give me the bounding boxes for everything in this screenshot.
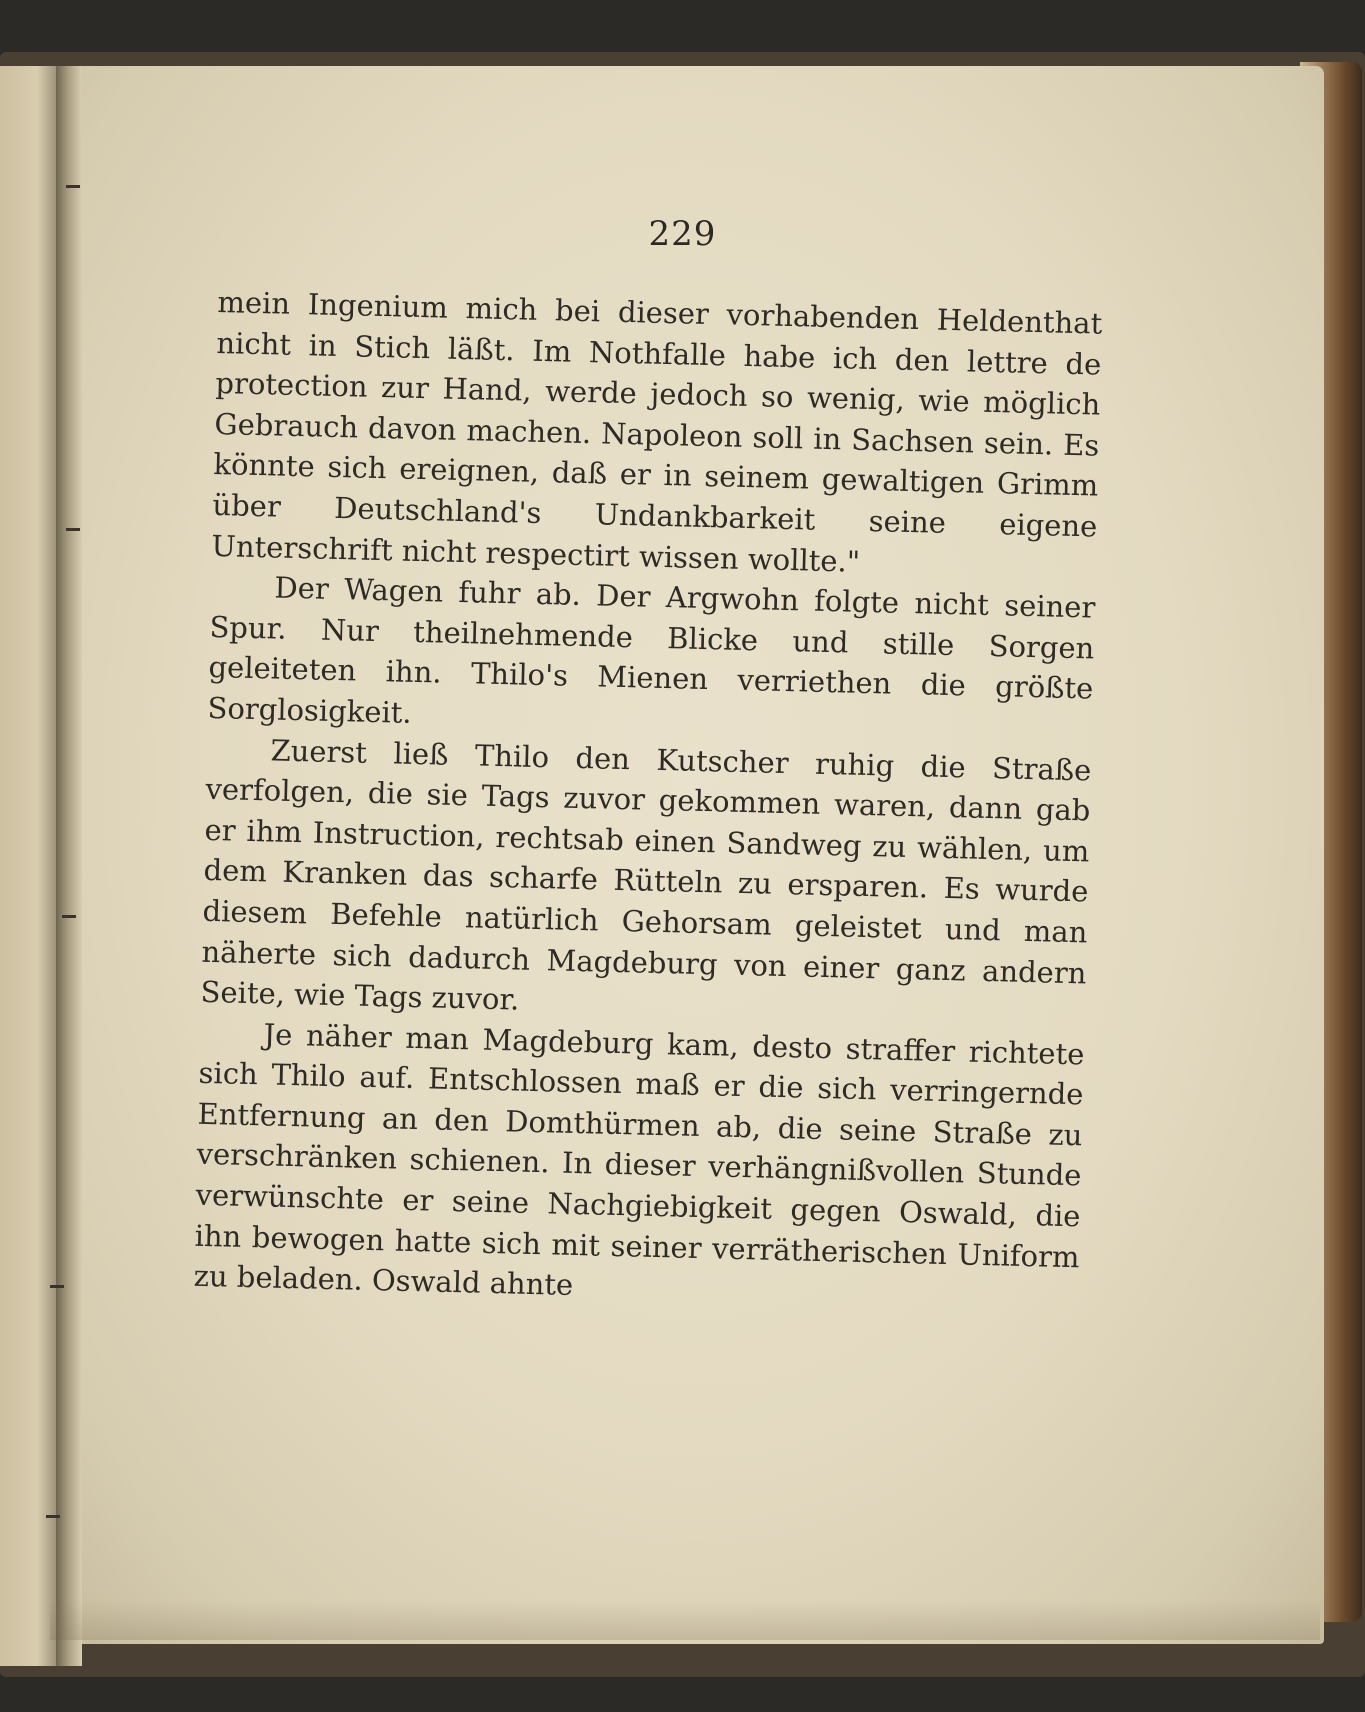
book-gutter: [56, 66, 82, 1666]
paragraph: mein Ingenium mich bei dieser vorhabenden Heldenthat nicht in Stich läßt. Im Nothfalle habe ich den lettre de protection zur Hand, werde jedoch so wenig, wie möglich Gebrauch davon machen. Napoleon soll in Sachsen sein. Es könnte sich ereignen, daß er in seinem gewaltigen Grimm über Deutschland's Undankbarkeit seine eigene Unterschrift nicht respectirt wissen wollte.": [211, 284, 1103, 579]
page-number: 229: [648, 214, 717, 254]
paragraph: Der Wagen fuhr ab. Der Argwohn folgte nicht seiner Spur. Nur theilnehmende Blicke und stille Sorgen geleiteten ihn. Thilo's Mienen verriethen die größte Sorglosigkeit.: [207, 570, 1096, 730]
paragraph: Zuerst ließ Thilo den Kutscher ruhig die Straße verfolgen, die sie Tags zuvor gekommen waren, dann gab er ihm Instruction, rechtsab einen Sandweg zu wählen, um dem Kranken das scharfe Rütteln zu ersparen. Es wurde diesem Befehle natürlich Gehorsam geleistet und man näherte sich dadurch Magdeburg von einer ganz andern Seite, wie Tags zuvor.: [200, 732, 1092, 1017]
margin-mark: [66, 185, 80, 188]
margin-mark: [62, 915, 76, 918]
margin-mark: [50, 1285, 64, 1288]
margin-mark: [46, 1515, 60, 1518]
paragraph: Je näher man Magdeburg kam, desto straffer richtete sich Thilo auf. Entschlossen maß er die sich verringernde Entfernung an den Domthürmen ab, die seine Straße zu verschränken schienen. In dieser verhängnißvollen Stunde verwünschte er seine Nachgiebigkeit gegen Oswald, die ihn bewogen hatte sich mit seiner verrätherischen Uniform zu beladen. Oswald ahnte: [193, 1017, 1085, 1303]
margin-mark: [66, 528, 80, 531]
left-page-edge: [0, 66, 62, 1666]
body-text: [193, 282, 1103, 1318]
page-shadow: [50, 1600, 1320, 1640]
